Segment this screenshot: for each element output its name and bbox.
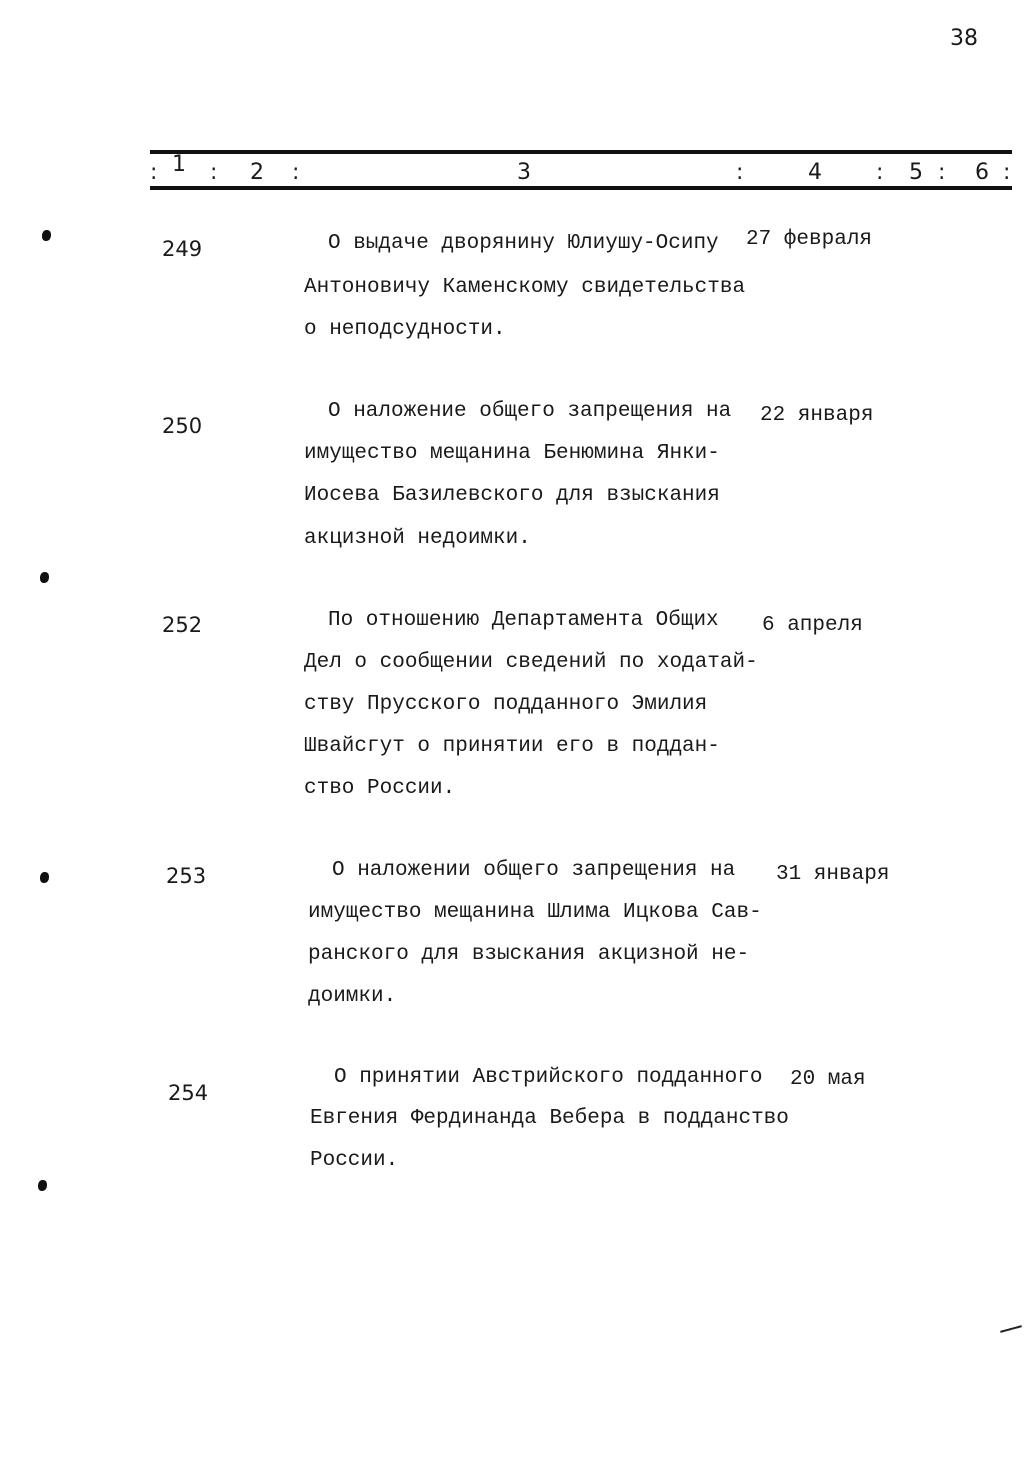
entry-line: ранского для взыскания акцизной не- — [308, 943, 750, 966]
entry-line: акцизной недоимки. — [304, 527, 531, 550]
entry-line: Иосева Базилевского для взыскания — [304, 484, 720, 507]
entry-line: ство России. — [304, 777, 456, 800]
entry-line: Швайсгут о принятии его в поддан- — [304, 735, 720, 758]
entry-line: имущество мещанина Шлима Ицкова Сав- — [308, 901, 762, 924]
entry-line: О наложении общего запрещения на — [332, 859, 736, 882]
entry-line: России. — [310, 1149, 399, 1172]
entry-line: О выдаче дворянину Юлиушу-Осипу — [328, 232, 719, 255]
entry-date: 31 января — [776, 863, 890, 886]
entry-line: о неподсудности. — [304, 318, 506, 341]
binding-mark — [40, 872, 49, 883]
entry-line: ству Прусского подданного Эмилия — [304, 693, 708, 716]
entry-line: Евгения Фердинанда Вебера в подданство — [310, 1107, 789, 1130]
entry-number: 250 — [162, 414, 203, 438]
entry-number: 253 — [166, 864, 207, 888]
entry-number: 249 — [162, 237, 203, 261]
entry-line: Антоновичу Каменскому свидетельства — [304, 276, 746, 299]
entry-number: 252 — [162, 613, 203, 637]
entry-date: 6 апреля — [762, 614, 863, 637]
entry-line: имущество мещанина Бенюмина Янки- — [304, 442, 720, 465]
entry-line: Дел о сообщении сведений по ходатай- — [304, 651, 758, 674]
margin-stroke — [1000, 1325, 1022, 1333]
column-6: 6 — [975, 160, 989, 185]
header-bottom-rule — [150, 186, 1012, 190]
entry-number: 254 — [168, 1081, 209, 1105]
entry-line: О принятии Австрийского подданного — [334, 1066, 763, 1089]
column-1: 1 — [172, 152, 186, 177]
column-4: 4 — [808, 160, 822, 185]
entry-line: доимки. — [308, 985, 397, 1008]
entry-line: По отношению Департамента Общих — [328, 609, 719, 632]
entry-date: 22 января — [760, 404, 874, 427]
binding-mark — [40, 572, 49, 583]
entry-date: 27 февраля — [746, 228, 873, 251]
binding-mark — [42, 230, 51, 241]
header-top-rule — [150, 150, 1012, 154]
column-5: 5 — [909, 160, 923, 185]
binding-mark — [38, 1180, 47, 1191]
column-2: 2 — [250, 160, 264, 185]
page-number: 38 — [950, 26, 978, 51]
column-3: 3 — [517, 160, 531, 185]
entry-line: О наложение общего запрещения на — [328, 400, 732, 423]
entry-date: 20 мая — [790, 1068, 866, 1091]
